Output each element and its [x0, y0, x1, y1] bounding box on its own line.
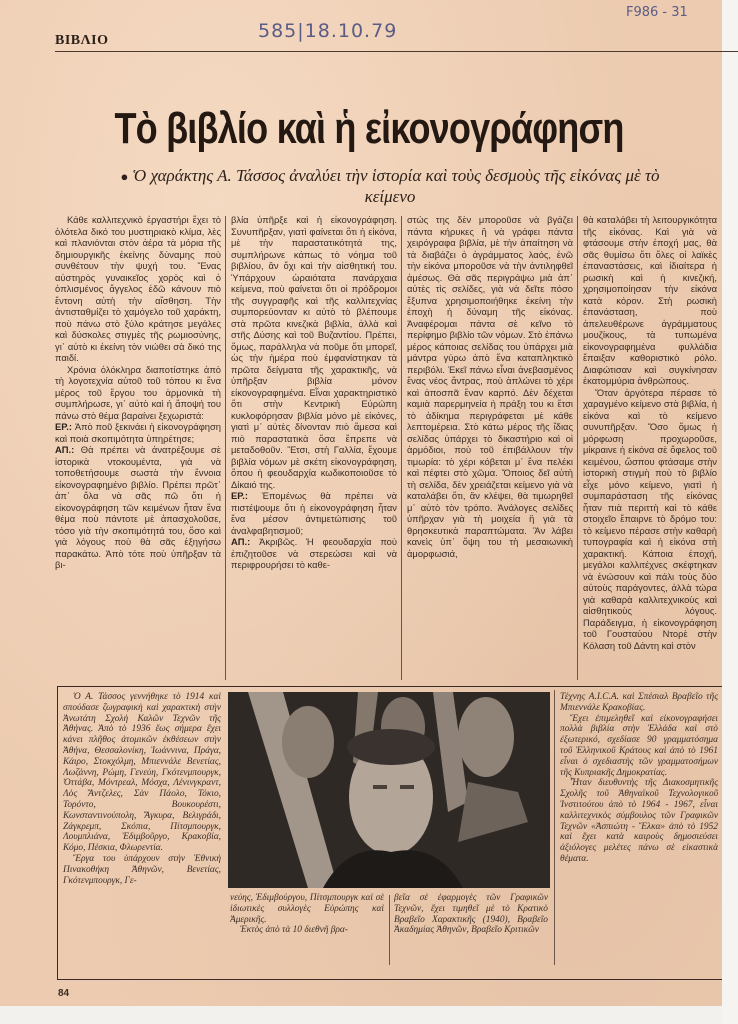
- bio-paragraph: Ὁ Α. Τάσσος γεννήθηκε τὸ 1914 καὶ σπούδασε ζωγραφικὴ καὶ χαρακτικὴ στὴν Ἀνωτάτη Σχολὴ Καλῶν Τεχνῶν τῆς Ἀθήνας. Ἀπὸ τὸ 1936 ἕως σήμερα ἔχει κάνει πλῆθος ἀτομικῶν ἐκθέσεων στὴν Ἀθήνα, Θεσσαλονίκη, Ἰωάννινα, Πράγα, Κάιρο, Στοκχόλμη, Μπιεννάλε Βενετίας, Λωζάννη, Ρώμη, Γενεύη, Γκότενμπουργκ, Ὀττάβα, Μόντρεαλ, Μόσχα, Λένινγκραντ, Λὸς Ἄντζελες, Σὰν Πάολο, Τόκιο, Τορόντο, Βουκουρέστι, Κωνσταντινούπολη, Ἄγκυρα, Βελιγράδι, Ζάγκρεμπ, Σκόπια, Πίτσμπουργκ, Λουμπλιάνα, Ἐδιμβοῦργο, Κρακοβία, Κόμο, Πέσκια, Φλωρεντία.: [63, 692, 221, 854]
- section-label: ΒΙΒΛΙΟ: [55, 33, 109, 48]
- bio-paragraph: Ἔργα του ὑπάρχουν στὴν Ἐθνικὴ Πινακοθήκη Ἀθηνῶν, Βενετίας, Γκότενμπουργκ, Γε-: [63, 853, 221, 886]
- question-text: Ἀπὸ ποῦ ξεκινάει ἡ εἰκονογράφηση καὶ ποιὰ σκοπιμότητα ὑπηρέτησε;: [55, 421, 221, 444]
- article-column-3: [407, 214, 573, 678]
- question-paragraph: [231, 490, 397, 536]
- headline: Τὸ βιβλίο καὶ ἡ εἰκονογράφηση: [114, 104, 624, 153]
- box-border-left: [57, 686, 58, 980]
- portrait-photo: [228, 692, 550, 888]
- scan-background: [722, 0, 738, 1024]
- subtitle-text: Ὁ χαράκτης Α. Τάσσος ἀναλύει τὴν ἱστορία καὶ τοὺς δεσμοὺς τῆς εἰκόνας μὲ τὸ κείμενο: [132, 166, 660, 206]
- article-column-4: [583, 214, 717, 678]
- paragraph: Κάθε καλλιτεχνικὸ ἐργαστήρι ἔχει τὸ ὁλότελα δικό του μυστηριακὸ κλίμα, λὲς καὶ πλανιόνται στὸν ἀέρα τὰ μόρια τῆς δημιουργικῆς ἐκείνης δύναμης ποὺ συνθέτουν τὴν ψυχή του. Ἕνας αὐστηρὸς γυναικεῖος χορὸς καὶ ὁ ὁπλισμένος ἄγγελος ἐδῶ κάνουν πιὸ ἔντονη αὐτὴ τὴν αἴσθηση. Τὴν ἀντισταθμίζει τὸ χαμόγελο τοῦ χαράκτη, ποὺ πάνω στὸ ξύλο κράτησε μεγάλες καὶ δύσκολες στιγμὲς τῆς ρωμιοσύνης, γι᾽ αὐτὸ κι ἐκείνη τὸν νιώθει σὰ δικό της παιδί.: [55, 214, 221, 363]
- answer-text: Θὰ πρέπει νὰ ἀνατρέξουμε σὲ ἱστορικὰ ντοκουμέντα, γιὰ νὰ τοποθετήσουμε σωστὰ τὴν ἔννοια εἰκονογραφημένο βιβλίο. Πρέπει πρῶτ᾽ ἀπ᾽ ὅλα νὰ σᾶς πῶ ὅτι ἡ εἰκονογράφηση τῶν κειμένων ἦταν ἕνα θέμα ποὺ πάντοτε μὲ ἀπασχολοῦσε, τόσο γιὰ τὴν σκοπιμότητά του, ὅσο καὶ γιὰ λόγους ποὺ θὰ σᾶς ἐξηγήσω παρακάτω. Ἀπὸ τότε ποὺ ὑπῆρξαν τὰ βι-: [55, 444, 221, 570]
- box-border-bottom: [57, 979, 722, 980]
- answer-paragraph: [55, 444, 221, 571]
- subtitle: [110, 166, 670, 207]
- answer-label: ΑΠ.:: [231, 536, 251, 547]
- portrait-photo-icon: [228, 692, 550, 888]
- article-column-1: [55, 214, 221, 678]
- bio-paragraph: Ἔχει ἐπιμεληθεῖ καὶ εἰκονογραφήσει πολλὰ βιβλία στὴν Ἑλλάδα καὶ στὸ ἐξωτερικό, σχεδίασε 90 γραμματόσημα τοῦ Ἑλληνικοῦ Κράτους καὶ ἀπὸ τὸ 1961 εἶναι ὁ σχεδιαστὴς τῶν γραμματοσήμων τῆς Κυπριακῆς Δημοκρατίας.: [560, 713, 718, 778]
- bio-paragraph: νεύης, Ἐδιμβούργου, Πίτσμπουργκ καὶ σὲ ἰδιωτικὲς συλλογὲς Εὐρώπης καὶ Ἀμερικῆς.: [230, 893, 384, 925]
- caption-divider: [554, 690, 555, 965]
- paragraph: Ὅταν ἀργότερα πέρασε τὸ χαραγμένο κείμενο στὰ βιβλία, ἡ εἰκόνα καὶ τὸ κείμενο συνυπῆρξαν. Ὅσο ὅμως ἡ μόρφωση προχωροῦσε, μίκραινε ἡ εἰκόνα σὲ ὄφελος τοῦ κειμένου, ὥσπου φτάσαμε στὴν ἱστορικὴ στιγμὴ ποὺ τὸ βιβλίο εἶχε μόνο κείμενο, γιατὶ ἡ συμπαράσταση τῆς εἰκόνας ἦταν πιὰ περιττὴ καὶ τὸ κάθε στοιχεῖο ἔπαιρνε τὸ δρόμο του: τὸ κείμενο πέρασε στὴν καθαρὴ τυπογραφία καὶ ἡ εἰκόνα στὴ χαρακτική. Κάποια ἐποχή, μεγάλοι καλλιτέχνες σκέφτηκαν νὰ ἑνώσουν καὶ πάλι τοὺς δύο αὐτοὺς παράγοντες, ἀλλὰ τώρα γιὰ καθαρὰ καλλιτεχνικοὺς καὶ αἰσθητικοὺς λόγους. Παράδειγμα, ἡ εἰκονογράφηση τοῦ Γουσταύου Ντορὲ στὴν Κόλαση τοῦ Δάντη καὶ στὸν: [583, 386, 717, 651]
- question-label: ΕΡ.:: [231, 490, 249, 501]
- bio-paragraph: Τέχνης A.I.C.A. καὶ Σπέσιαλ Βραβεῖο τῆς Μπιεννάλε Κρακοβίας.: [560, 692, 718, 713]
- column-divider: [225, 216, 226, 680]
- question-text: Ἐπομένως θὰ πρέπει νὰ πιστέψουμε ὅτι ἡ εἰκονογράφηση ἦταν ἕνα μέσον ἀντιμετώπισης τοῦ ἀναλφαβητισμοῦ;: [231, 490, 397, 536]
- box-border-top: [57, 686, 722, 687]
- answer-text: Ἀκριβῶς. Ἡ φεουδαρχία ποὺ ἐπιζητοῦσε νὰ στερεώσει καὶ νὰ περιφρουρήσει τὸ καθε-: [231, 536, 397, 570]
- bio-paragraph: Ἐκτὸς ἀπὸ τὰ 10 διεθνῆ βρα-: [240, 925, 348, 936]
- paragraph: στώς της δὲν μποροῦσε νὰ βγάζει πάντα κήρυκες ἢ νὰ γράφει πάντα χειρόγραφα βιβλία, μὲ τὴν ἀπαίτηση νὰ τὰ διαβάζει ὁ ἀγράμματος λαός, ἐνῶ τὴν εἰκόνα μποροῦσε νὰ τὴν ἀντιληφθεῖ ἀμέσως. Θὰ σᾶς περιγράψω μιὰ ἀπ᾽ αὐτὲς τὶς σελίδες, γιὰ νὰ δεῖτε πόσο ἔξυπνα χρησιμοποιήθηκε ἐκείνη τὴν ἐποχὴ ἡ δύναμη τῆς εἰκόνας. Ἀναφέρομαι πάντα σὲ κεῖνο τὸ περίφημο βιβλίο τῶν νόμων. Στὸ ἐπάνω μέρος κάποιας σελίδας του ὑπάρχει μιὰ μάντρα γύρω ἀπὸ ἕνα καταπληκτικὸ περιβόλι. Ἐκεῖ πάνω εἶναι ἀνεβασμένος ἕνας νέος ἄντρας, ποὺ ἁπλώνει τὸ χέρι καὶ ἀποσπᾶ ἕναν καρπό. Δὲν δέχεται καμιὰ παρερμηνεία ἡ πράξη του κι ἔτσι τὸ ἀδίκημα περιγράφεται μὲ κάθε λεπτομέρεια. Στὸ κάτω μέρος τῆς ἴδιας σελίδας ὑπάρχει τὸ δικαστήριο καὶ οἱ ἁρμόδιοι, ποὺ τοῦ ἐπιβάλλουν τὴν τιμωρία: τὸ χέρι κόβεται μ᾽ ἕνα πελέκι καὶ πέφτει στὸ χῶμα. Ὅποιος δεῖ αὐτὴ τὴ σελίδα, δὲν χρειάζεται κείμενο γιὰ νὰ καταλάβει ὅτι, ἂν κλέψει, θὰ τιμωρηθεῖ μ᾽ αὐτὸ τὸν τρόπο. Ἀνάλογες σελίδες ὑπῆρχαν γιὰ τὴ μοιχεία ἢ γιὰ τὰ θρησκευτικὰ παραπτώματα. Ἂν λάβει κανεὶς ὑπ᾽ ὄψη του τὴ μεσαιωνικὴ ἀμορφωσιά,: [407, 214, 573, 559]
- bio-column-mid-left: [230, 893, 384, 975]
- bio-column-mid-right: [394, 893, 548, 975]
- column-divider: [577, 216, 578, 680]
- paragraph: Χρόνια ὁλόκληρα διαποτίστηκε ἀπὸ τὴ λογοτεχνία αὐτοῦ τοῦ τόπου κι ἕνα μέρος τοῦ ἔργου του ἁρμονικὰ τὴ συμπλήρωσε, γι᾽ αὐτὸ καὶ ἡ ἄποψή του πάνω στὸ θέμα βαραίνει ξεχωριστά:: [55, 363, 221, 421]
- column-divider: [401, 216, 402, 680]
- bullet-icon: ●: [120, 169, 129, 184]
- answer-label: ΑΠ.:: [55, 444, 75, 455]
- bio-paragraph: Ἦταν διευθυντὴς τῆς Διακοσμητικῆς Σχολῆς τοῦ Ἀθηναϊκοῦ Τεχνολογικοῦ Ἰνστιτούτου ἀπὸ τὸ 1964 - 1967, εἶναι καλλιτεχνικὸς σύμβουλος τῶν Γραφικῶν Τεχνῶν «Ἀσπιώτη - Ἔλκα» ἀπὸ τὸ 1952 καὶ ἔχει κατὰ καιροὺς δημοσιεύσει ἀξιόλογες μελέτες πάνω σὲ εἰκαστικὰ θέματα.: [560, 778, 718, 864]
- paragraph: βλία ὑπῆρξε καὶ ἡ εἰκονογράφηση. Συνυπῆρξαν, γιατὶ φαίνεται ὅτι ἡ εἰκόνα, μὲ τὴν παραστατικότητά της, συμπλήρωνε κάπως τὸ νόημα τοῦ βιβλίου, ἂν ὄχι καὶ τὴν αἰσθητική του. Ὑπάρχουν ὡραιότατα πανάρχαια κείμενα, ποὺ φαίνεται ὅτι οἱ πρόδρομοι τῆς συγγραφῆς καὶ τῆς καλλιτεχνίας συμπορεύονταν κι αὐτὸ τὸ βλέπουμε στὰ πρῶτα κινεζικὰ βιβλία, ἀλλὰ καὶ στῆς Δύσης καὶ τοῦ Βυζαντίου. Πρέπει, ὅμως, παράλληλα νὰ ποῦμε ὅτι μπορεῖ, ὡς τὴν ἡμέρα ποὺ ἐμφανίστηκαν τὰ πρῶτα δείγματα τῆς χαρακτικῆς, νὰ ὑπῆρξαν βιβλία μόνον εἰκονογραφημένα. Εἶναι χαρακτηριστικὸ ὅτι στὴν Κεντρικὴ Εὐρώπη κυκλοφόρησαν βιβλία μόνο μὲ εἰκόνες, γιατὶ μ᾽ αὐτὲς δίνονταν πιὸ ἄμεσα καὶ πιὸ παραστατικὰ ὅσα ἔπρεπε νὰ μεταδοθοῦν. Ἔτσι, στὴ Γαλλία, ἔχουμε βιβλία νόμων μὲ σκέτη εἰκονογράφηση, ὅπου ἡ φεουδαρχία κωδικοποιοῦσε τὸ Δίκαιό της.: [231, 214, 397, 490]
- header-rule: [55, 51, 738, 52]
- paragraph: θὰ καταλάβει τὴ λειτουργικότητα τῆς εἰκόνας. Καὶ γιὰ νὰ φτάσουμε στὴν ἐποχή μας, θὰ σᾶς θυμίσω ὅτι ὅλες οἱ λαϊκὲς ἐπαναστάσεις, καὶ ἰδιαίτερα ἡ ρωσικὴ καὶ ἡ κινεζική, χρησιμοποίησαν τὴν εἰκόνα κατὰ κόρον. Στὴ ρωσικὴ ἐπανάσταση, ποὺ ἀπελευθέρωνε ἀγράμματους μουζίκους, τὰ τυπωμένα εἰκονογραφημένα φυλλάδια ἔπαιξαν καθοριστικὸ ρόλο. Διαφώτισαν καὶ συγκίνησαν ἑκατομμύρια ἀνθρώπους.: [583, 214, 717, 386]
- handwritten-date: 585|18.10.79: [258, 20, 398, 42]
- bio-column-right: [560, 692, 718, 976]
- answer-paragraph: [231, 536, 397, 571]
- caption-divider: [389, 895, 390, 965]
- article-column-2: [231, 214, 397, 678]
- page-number: 84: [58, 988, 70, 999]
- question-paragraph: [55, 421, 221, 444]
- bio-paragraph: βεῖα σὲ ἐφαρμογὲς τῶν Γραφικῶν Τεχνῶν, ἔχει τιμηθεῖ μὲ τὸ Κρατικὸ Βραβεῖο Χαρακτικῆς (1940), Βραβεῖο Ἀκαδημίας Ἀθηνῶν, Βραβεῖο Κριτικῶν: [394, 893, 548, 936]
- bio-column-left: [63, 692, 221, 976]
- handwritten-code: F986 - 31: [626, 5, 688, 20]
- question-label: ΕΡ.:: [55, 421, 73, 432]
